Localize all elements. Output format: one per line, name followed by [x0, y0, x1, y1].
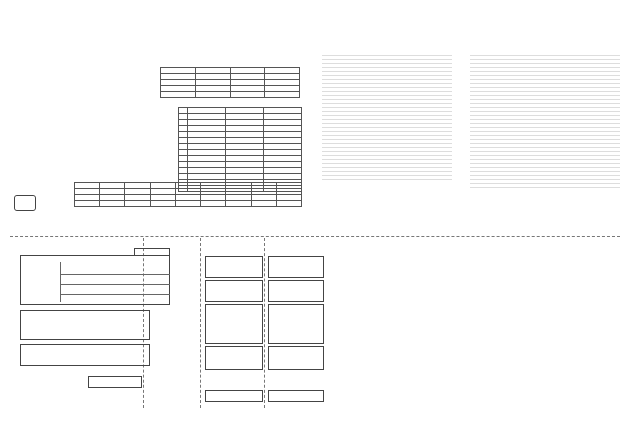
slip-1-lower-box: [20, 344, 150, 366]
cut-line: [10, 236, 620, 237]
slip-1-amount-box: [20, 310, 150, 340]
right-column-text: [470, 55, 620, 190]
amount-table: [178, 107, 302, 192]
slip-1-upper-box: [20, 255, 170, 305]
slip-3-lower-box: [268, 346, 324, 370]
slip-1-stamp-area: [88, 376, 142, 388]
cut-line-2: [200, 238, 201, 408]
slip-2-amount-box: [205, 304, 263, 344]
slip-3-stamp-area: [268, 390, 324, 402]
slip-1-tag: [134, 248, 170, 256]
slip-2-stamp-area: [205, 390, 263, 402]
slip-2-header: [205, 256, 263, 278]
slip-3-header: [268, 256, 324, 278]
slip-3-amount-box: [268, 304, 324, 344]
slip-3-name-box: [268, 280, 324, 302]
slip-2-lower-box: [205, 346, 263, 370]
installment-table: [74, 182, 302, 207]
cut-line-3: [264, 238, 265, 408]
slip-2-name-box: [205, 280, 263, 302]
left-column-text: [322, 55, 452, 180]
recipient-table: [160, 67, 300, 98]
envelope-stamp: [14, 195, 36, 211]
